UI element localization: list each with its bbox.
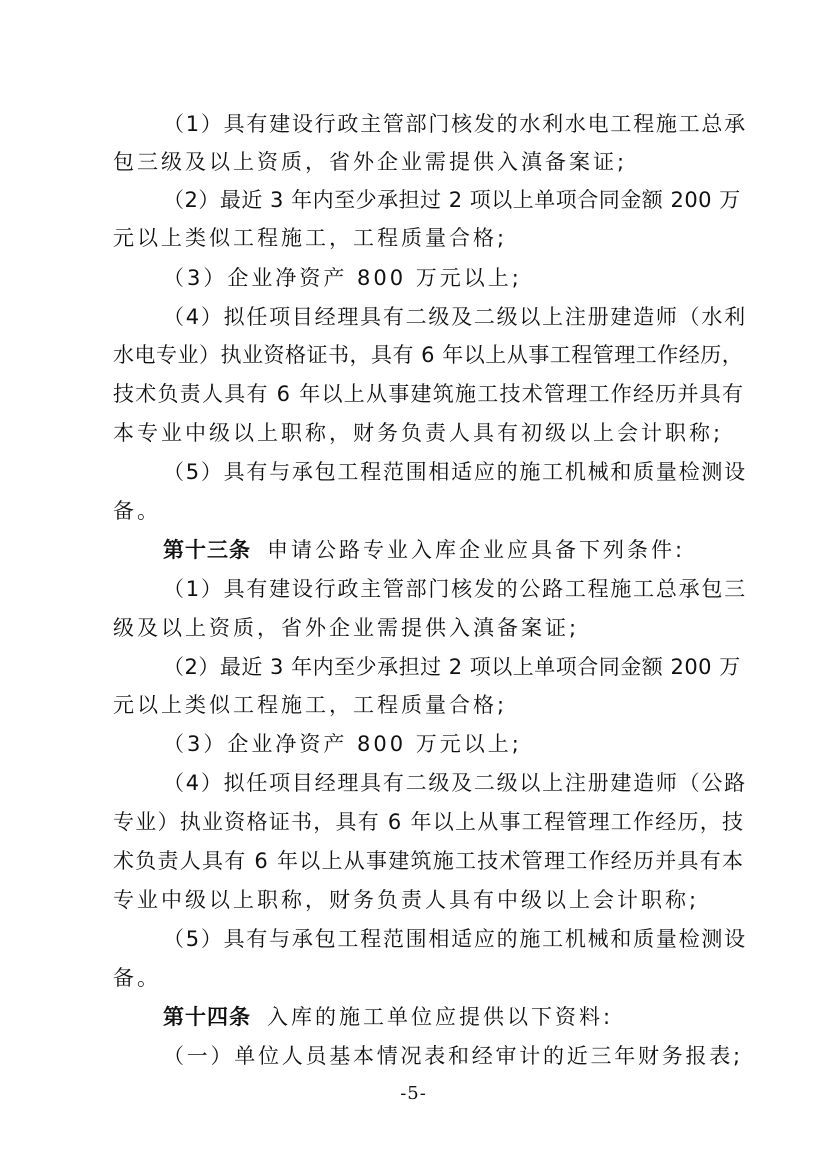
text-line: （5）具有与承包工程范围相适应的施工机械和质量检测设: [163, 460, 747, 484]
text-line: 元以上类似工程施工，工程质量合格;: [113, 226, 508, 250]
text-line: 包三级及以上资质，省外企业需提供入滇备案证;: [113, 150, 628, 174]
text-line: 备。: [113, 499, 161, 523]
text-line: （3）企业净资产 800 万元以上;: [163, 732, 522, 756]
text-line: （一）单位人员基本情况表和经审计的近三年财务报表;: [163, 1044, 743, 1068]
text-line: （1）具有建设行政主管部门核发的水利水电工程施工总承: [163, 112, 747, 136]
article-13-line: [163, 536, 685, 564]
text-line: （5）具有与承包工程范围相适应的施工机械和质量检测设: [163, 927, 747, 951]
article-14-line: [163, 1003, 613, 1031]
text-line: 本专业中级以上职称，财务负责人具有初级以上会计职称;: [113, 421, 724, 445]
text-line: （3）企业净资产 800 万元以上;: [163, 266, 522, 290]
text-line: 元以上类似工程施工，工程质量合格;: [113, 693, 508, 717]
article-14-title: 第十四条: [163, 1005, 251, 1029]
text-line: （2）最近 3 年内至少承担过 2 项以上单项合同金额 200 万: [163, 188, 741, 212]
text-line: （2）最近 3 年内至少承担过 2 项以上单项合同金额 200 万: [163, 655, 741, 679]
text-line: （1）具有建设行政主管部门核发的公路工程施工总承包三: [163, 577, 747, 601]
text-line: 级及以上资质，省外企业需提供入滇备案证;: [113, 616, 580, 640]
text-line: （4）拟任项目经理具有二级及二级以上注册建造师（水利: [163, 305, 747, 329]
text-line: （4）拟任项目经理具有二级及二级以上注册建造师（公路: [163, 771, 747, 795]
article-13-title: 第十三条: [163, 538, 251, 562]
text-line: 术负责人具有 6 年以上从事建筑施工技术管理工作经历并具有本: [113, 849, 745, 873]
article-14-text: 入库的施工单位应提供以下资料:: [267, 1005, 614, 1029]
page-number: -5-: [400, 1083, 427, 1104]
text-line: 水电专业）执业资格证书，具有 6 年以上从事工程管理工作经历，: [113, 343, 744, 367]
text-line: 专业）执业资格证书，具有 6 年以上从事工程管理工作经历，技: [113, 810, 745, 834]
article-13-text: 申请公路专业入库企业应具备下列条件:: [267, 538, 686, 562]
text-line: 备。: [113, 966, 161, 990]
text-line: 专业中级以上职称，财务负责人具有中级以上会计职称;: [113, 888, 700, 912]
text-line: 技术负责人具有 6 年以上从事建筑施工技术管理工作经历并具有: [113, 382, 745, 406]
